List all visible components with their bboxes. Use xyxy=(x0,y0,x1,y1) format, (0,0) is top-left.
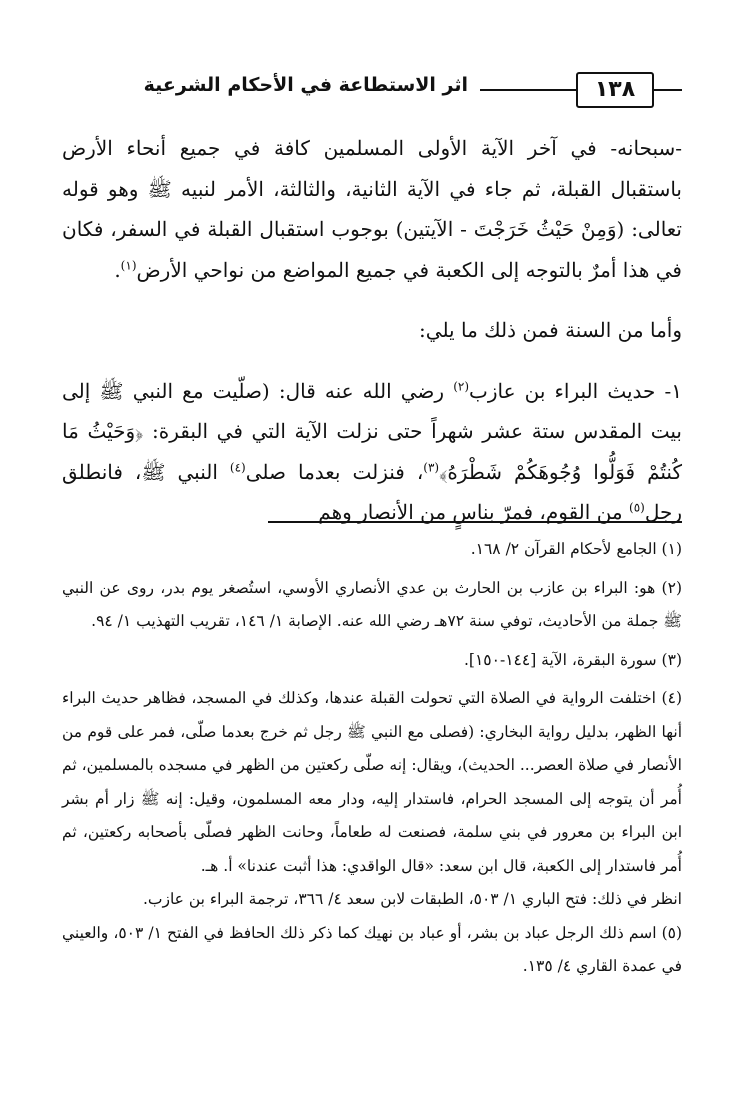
footnote-ref: (٤) xyxy=(229,459,246,474)
paragraph-text: ، فنزلت بعدما صلى xyxy=(245,459,424,484)
footnote: (٣) سورة البقرة، الآية [١٤٤-١٥٠]. xyxy=(464,650,682,669)
footnote: (٢) هو: البراء بن عازب بن الحارث بن عدي الأنصاري الأوسي، استُصغر يوم بدر، روى عن النبي ﷺ جملة من الأحاديث، توفي سنة ٧٢هـ رضي الله عنه. الإصابة ١/ ١٤٦، تقريب التهذيب ١/ ٩٤. xyxy=(62,578,682,630)
footnote-ref: (٥) xyxy=(629,500,645,515)
page-number: ١٣٨ xyxy=(576,72,654,108)
footnotes xyxy=(62,533,682,984)
running-title: اثر الاستطاعة في الأحكام الشرعية xyxy=(143,74,468,96)
footnote: (٤) اختلفت الرواية في الصلاة التي تحولت القبلة عندها، وكذلك في المسجد، فظاهر حديث البراء أنها الظهر، بدليل رواية البخاري: (فصلى مع النبي ﷺ رجل ثم خرج بعدما صلّى، فمر على قوم من الأنصار في صلاة العصر... الحديث)، ويقال: إنه صلّى ركعتين من الظهر في مسجده بالمسلمين، ثم أُمر أن يتوجه إلى المسجد الحرام، فاستدار إليه، ودار معه المسلمون، وقيل: إنه ﷺ زار أم بشر ابن البراء بن معرور في بني سلمة، فصنعت له طعاماً، وحانت الظهر فصلّى بأصحابه ركعتين، ثم أُمر فاستدار إلى الكعبة، قال ابن سعد: «قال الواقدي: هذا أثبت عندنا» أ. هـ. xyxy=(62,689,682,875)
paragraph xyxy=(62,128,682,290)
paragraph-text: -سبحانه- في آخر الآية الأولى المسلمين كافة في جميع أنحاء الأرض باستقبال القبلة، ثم جاء في الآية الثانية، والثالثة، الأمر لنبيه ﷺ وهو قوله تعالى: (وَمِنْ حَيْثُ خَرَجْتَ - الآيتين) بوجوب استقبال القبلة في السفر، فكان في هذا أمرٌ بالتوجه إلى الكعبة في جميع المواضع من نواحي الأرض xyxy=(62,136,682,282)
paragraph-text: وأما من السنة فمن ذلك ما يلي: xyxy=(419,318,682,342)
footnote-ref: (٣) xyxy=(423,459,440,474)
footnote-ref: (١) xyxy=(120,257,137,272)
paragraph xyxy=(62,310,682,351)
paragraph xyxy=(62,371,682,533)
footnote-separator xyxy=(268,521,682,523)
footnote: (٥) اسم ذلك الرجل عباد بن بشر، أو عباد بن نهيك كما ذكر ذلك الحافظ في الفتح ١/ ٥٠٣، والعيني في عمدة القاري ٤/ ١٣٥. xyxy=(62,923,683,975)
paragraph-text: . xyxy=(114,257,121,282)
paragraph-text: النبي ﷺ، فانطلق رجل xyxy=(62,459,682,524)
header-rule xyxy=(480,89,576,91)
running-header xyxy=(62,72,682,112)
header-rule xyxy=(654,89,682,91)
footnote: انظر في ذلك: فتح الباري ١/ ٥٠٣، الطبقات لابن سعد ٤/ ٣٦٦، ترجمة البراء بن عازب. xyxy=(142,890,682,908)
main-text xyxy=(62,128,682,533)
footnote-ref: (٢) xyxy=(453,378,470,393)
footnote: (١) الجامع لأحكام القرآن ٢/ ١٦٨. xyxy=(470,540,682,558)
paragraph-text: رضي الله عنه قال: (صلّيت مع النبي ﷺ إلى بيت المقدس ستة عشر شهراً حتى نزلت الآية التي في البقرة: ﴿وَحَيْثُ مَا كُنتُمْ فَوَلُّوا وُجُوهَكُمْ شَطْرَهُ﴾ xyxy=(62,378,682,484)
paragraph-text: ١- حديث البراء بن عازب xyxy=(469,378,682,403)
paragraph-text: من القوم، فمرّ بناسٍ من الأنصار وهم xyxy=(318,500,623,524)
